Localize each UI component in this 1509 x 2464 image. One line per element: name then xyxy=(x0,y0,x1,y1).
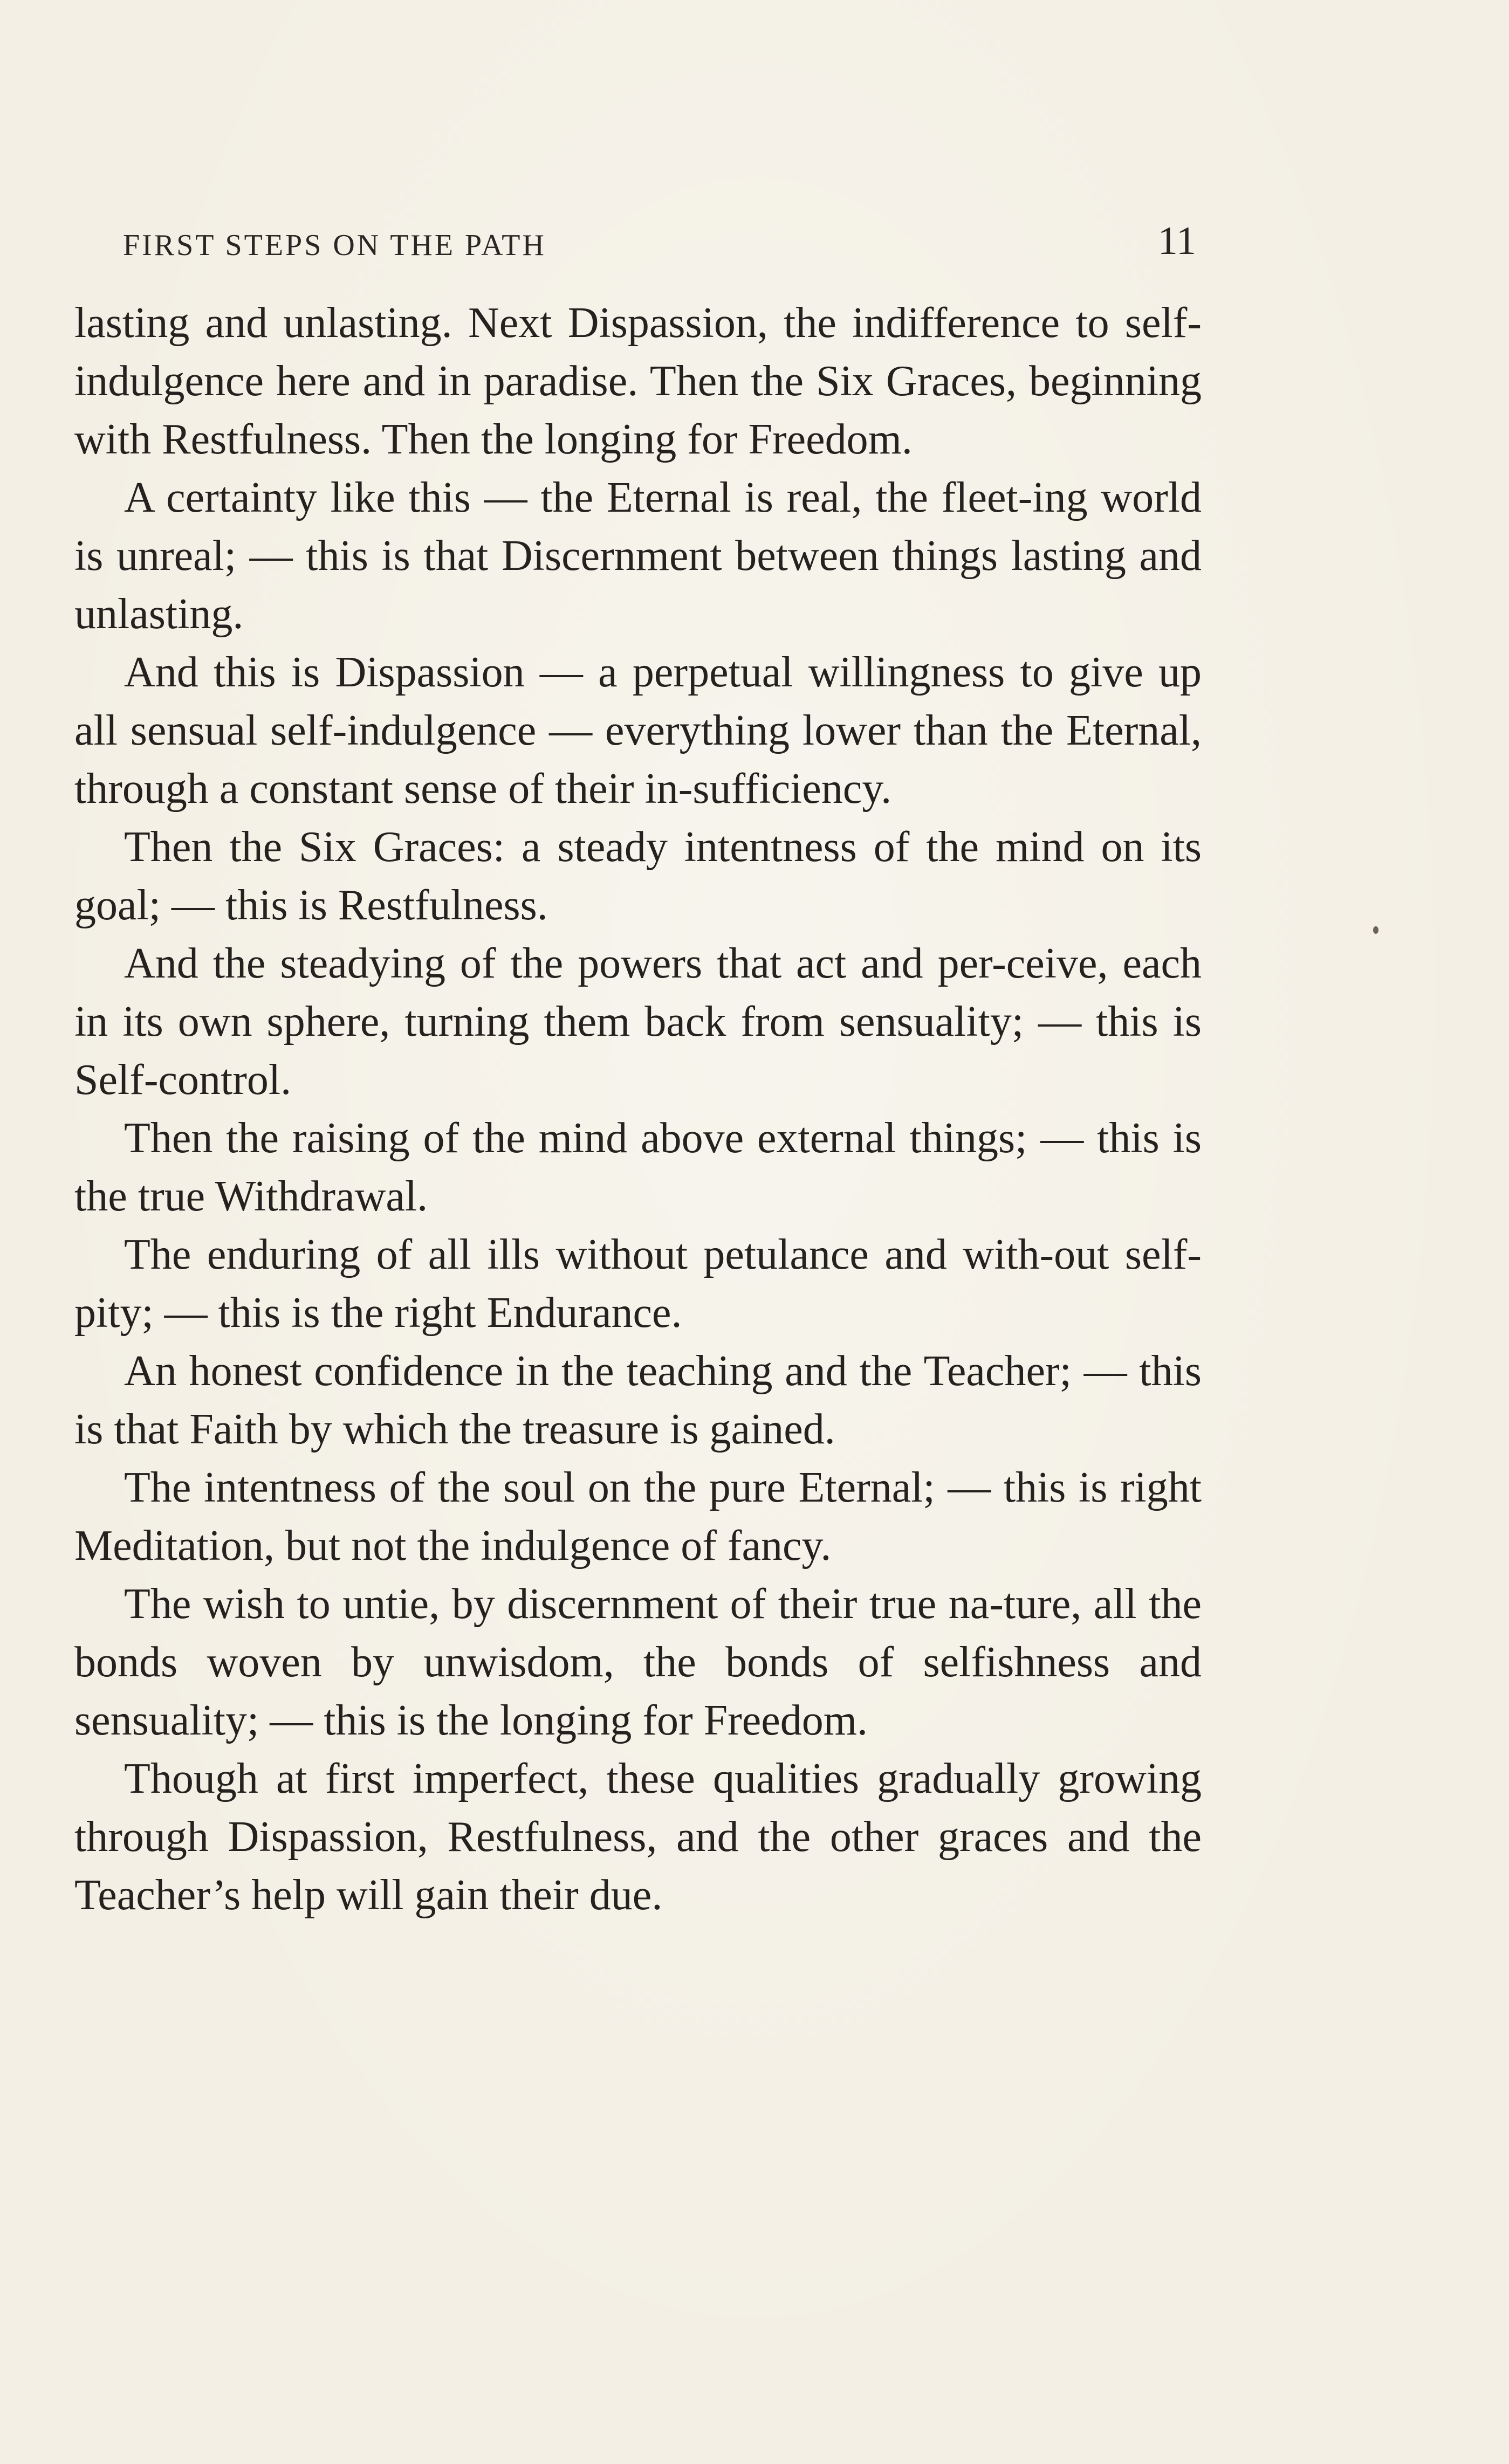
paragraph-8: An honest confidence in the teaching and the Teacher; — this is that Faith by which the treasure is gained. xyxy=(74,1347,1202,1453)
paragraph-1: lasting and unlasting. Next Dispassion, the indifference to self-indulgence here and in paradise. Then the Six Graces, beginning with Restfulness. Then the longing for Freedom. xyxy=(74,299,1202,463)
page-header xyxy=(123,218,1196,283)
paragraph-2: A certainty like this — the Eternal is real, the fleet-ing world is unreal; — this is that Discernment between things lasting and unlasting. xyxy=(74,474,1202,638)
paragraph-3: And this is Dispassion — a perpetual willingness to give up all sensual self-indulgence — everything lower than the Eternal, through a constant sense of their in-sufficiency. xyxy=(74,649,1202,813)
paragraph-9: The intentness of the soul on the pure Eternal; — this is right Meditation, but not the indulgence of fancy. xyxy=(74,1464,1202,1570)
paragraph-6: Then the raising of the mind above external things; — this is the true Withdrawal. xyxy=(74,1114,1202,1220)
ink-speck xyxy=(1373,926,1378,934)
paragraph-4: Then the Six Graces: a steady intentness of the mind on its goal; — this is Restfulness. xyxy=(74,823,1202,929)
paragraph-7: The enduring of all ills without petulance and with-out self-pity; — this is the right Endurance. xyxy=(74,1231,1202,1337)
body-text xyxy=(74,294,1202,1924)
paragraph-11: Though at first imperfect, these qualities gradually growing through Dispassion, Restfulness, and the other graces and the Teacher’s help will gain their due. xyxy=(74,1755,1202,1919)
paragraph-10: The wish to untie, by discernment of their true na-ture, all the bonds woven by unwisdom, the bonds of selfishness and sensuality; — this is the longing for Freedom. xyxy=(74,1580,1202,1744)
page-number: 11 xyxy=(1157,219,1196,263)
paragraph-5: And the steadying of the powers that act and per-ceive, each in its own sphere, turning them back from sensuality; — this is Self-control. xyxy=(74,940,1202,1104)
running-head: FIRST STEPS ON THE PATH xyxy=(123,229,546,262)
